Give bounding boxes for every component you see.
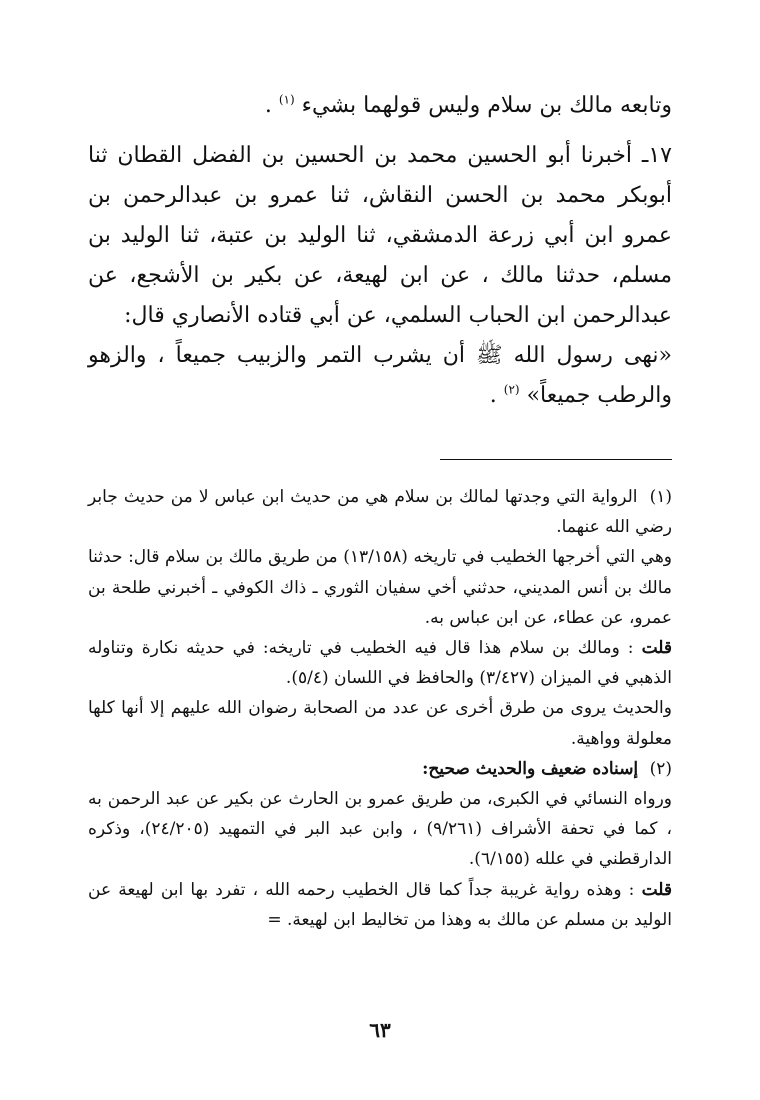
intro-text: وتابعه مالك بن سلام وليس قولهما بشيء xyxy=(301,93,672,118)
footnote-1-line-1 xyxy=(88,482,672,542)
quote-end: . xyxy=(489,383,497,408)
continuation-mark: = xyxy=(267,909,282,930)
footnote-divider xyxy=(440,459,672,460)
footnote-2-text-2: : وهذه رواية غريبة جداً كما قال الخطيب رحمه الله ، تفرد بها ابن لهيعة عن الوليد بن مسلم عن مالك به وهذا من تخاليط ابن لهيعة. xyxy=(88,879,672,930)
footnote-2-heading: إسناده ضعيف والحديث صحيح: xyxy=(422,758,639,779)
footnote-1-marker: (١) xyxy=(649,487,673,507)
page-number: ٦٣ xyxy=(369,1018,391,1042)
hadith-paragraph xyxy=(88,136,672,336)
footnote-2-line-1 xyxy=(88,784,672,875)
footnotes xyxy=(88,482,672,935)
footnote-2-text-1: ورواه النسائي في الكبرى، من طريق عمرو بن الحارث عن بكير عن عبد الرحمن به ، كما في تحفة الأشراف (٩/٢٦١) ، وابن عبد البر في التمهيد (٢٤/٢٠٥)، وذكره الدارقطني في علله (٦/١٥٥). xyxy=(88,789,673,870)
footnote-1-line-4 xyxy=(88,693,672,753)
footnote-1-line-3 xyxy=(88,633,672,693)
intro-end: . xyxy=(264,93,272,118)
footnote-ref-1: (١) xyxy=(278,92,295,107)
intro-line xyxy=(88,86,672,126)
footnote-2-marker: (٢) xyxy=(649,758,672,779)
hadith-quote xyxy=(88,336,672,416)
footnote-1-text-3: : ومالك بن سلام هذا قال فيه الخطيب في تاريخه: في حديثه نكارة وتناوله الذهبي في الميزان (٣/٤٢٧) والحافظ في اللسان (٥/٤). xyxy=(88,638,672,689)
footnote-2-heading-line xyxy=(88,754,672,784)
hadith-isnad: ١٧ـ أخبرنا أبو الحسين محمد بن الحسين بن الفضل القطان ثنا أبوبكر محمد بن الحسن النقاش، ثنا عمرو بن عبدالرحمن بن عمرو ابن أبي زرعة الدمشقي، ثنا الوليد بن عتبة، ثنا الوليد بن مسلم، حدثنا مالك ، عن ابن لهيعة، عن بكير بن الأشجع، عن عبدالرحمن ابن الحباب السلمي، عن أبي قتاده الأنصاري قال: xyxy=(88,143,672,328)
hadith-matn: «نهى رسول الله ﷺ أن يشرب التمر والزبيب جميعاً ، والزهو والرطب جميعاً» xyxy=(88,343,672,408)
footnote-1-text-4: والحديث يروى من طرق أخرى عن عدد من الصحابة رضوان الله عليهم إلا أنها كلها معلولة وواهية. xyxy=(88,698,672,749)
footnote-1-text-2: وهي التي أخرجها الخطيب في تاريخه (١٣/١٥٨) من طريق مالك بن سلام قال: حدثنا مالك بن أنس المديني، حدثني أخي سفيان الثوري ـ ذاك الكوفي ـ أخبرني طلحة بن عمرو، عن عطاء، عن ابن عباس به. xyxy=(88,547,673,628)
footnote-2-line-2 xyxy=(88,875,672,935)
footnote-1-line-2 xyxy=(88,542,672,633)
footnote-1-qult-label: قلت xyxy=(641,638,673,659)
main-text xyxy=(88,86,672,416)
footnote-ref-2: (٢) xyxy=(503,382,520,397)
footnote-1-text-1: الرواية التي وجدتها لمالك بن سلام هي من حديث ابن عباس لا من حديث جابر رضي الله عنهما. xyxy=(88,487,672,538)
footnote-2-qult-label: قلت xyxy=(641,879,673,900)
